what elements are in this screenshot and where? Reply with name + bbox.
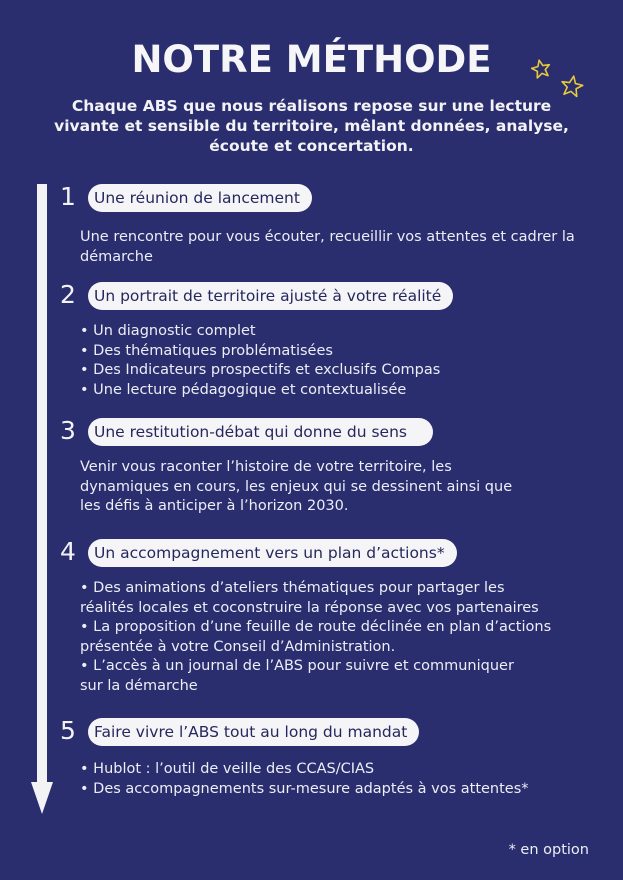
step-title-pill: Un accompagnement vers un plan d’actions* <box>88 539 457 567</box>
step-bullet-list <box>80 579 600 696</box>
step-description <box>80 228 600 267</box>
step-number: 3 <box>60 416 76 445</box>
intro-text <box>30 96 593 156</box>
step-number: 5 <box>60 716 76 745</box>
text-line: les défis à anticiper à l’horizon 2030. <box>80 498 349 514</box>
star-icon <box>560 74 584 97</box>
timeline-line <box>37 184 47 784</box>
arrow-down-icon <box>31 782 53 814</box>
bullet-item: • La proposition d’une feuille de route déclinée en plan d’actions <box>80 619 552 635</box>
text-line: démarche <box>80 248 153 265</box>
bullet-item: présentée à votre Conseil d’Administration. <box>80 638 396 655</box>
bullet-item: • Des accompagnements sur-mesure adaptés à vos attentes* <box>80 780 529 797</box>
page-title: NOTRE MÉTHODE <box>131 38 492 81</box>
step-title-pill: Une restitution-débat qui donne du sens <box>88 418 433 446</box>
bullet-item: • Une lecture pédagogique et contextualisée <box>80 381 407 398</box>
text-line: Venir vous raconter l’histoire de votre territoire, les <box>80 459 452 475</box>
timeline-arrow <box>30 184 54 814</box>
text-line: dynamiques en cours, les enjeux qui se dessinent ainsi que <box>80 478 513 495</box>
bullet-item: • Des Indicateurs prospectifs et exclusifs Compas <box>80 362 441 378</box>
intro-line: vivante et sensible du territoire, mêlant données, analyse, <box>54 117 569 135</box>
step-bullet-list <box>80 760 600 799</box>
footnote: * en option <box>508 842 589 858</box>
step-title-pill: Une réunion de lancement <box>88 184 312 212</box>
step-number: 4 <box>60 537 76 566</box>
intro-line: Chaque ABS que nous réalisons repose sur une lecture <box>71 97 552 115</box>
bullet-item: • Un diagnostic complet <box>80 323 256 339</box>
bullet-item: • L’accès à un journal de l’ABS pour suivre et communiquer <box>80 658 514 674</box>
step-bullet-list <box>80 322 600 400</box>
intro-line: écoute et concertation. <box>209 137 414 155</box>
bullet-item: • Des animations d’ateliers thématiques pour partager les <box>80 580 505 596</box>
bullet-item: • Des thématiques problématisées <box>80 342 333 359</box>
bullet-item: • Hublot : l’outil de veille des CCAS/CIAS <box>80 761 375 777</box>
text-line: Une rencontre pour vous écouter, recueillir vos attentes et cadrer la <box>80 229 575 245</box>
bullet-item: sur la démarche <box>80 677 198 694</box>
step-title-pill: Faire vivre l’ABS tout au long du mandat <box>88 718 419 746</box>
step-number: 2 <box>60 280 76 309</box>
step-description <box>80 458 600 517</box>
step-number: 1 <box>60 182 76 211</box>
bullet-item: réalités locales et coconstruire la réponse avec vos partenaires <box>80 599 539 616</box>
step-title-pill: Un portrait de territoire ajusté à votre réalité <box>88 282 453 310</box>
star-icon <box>530 58 551 78</box>
